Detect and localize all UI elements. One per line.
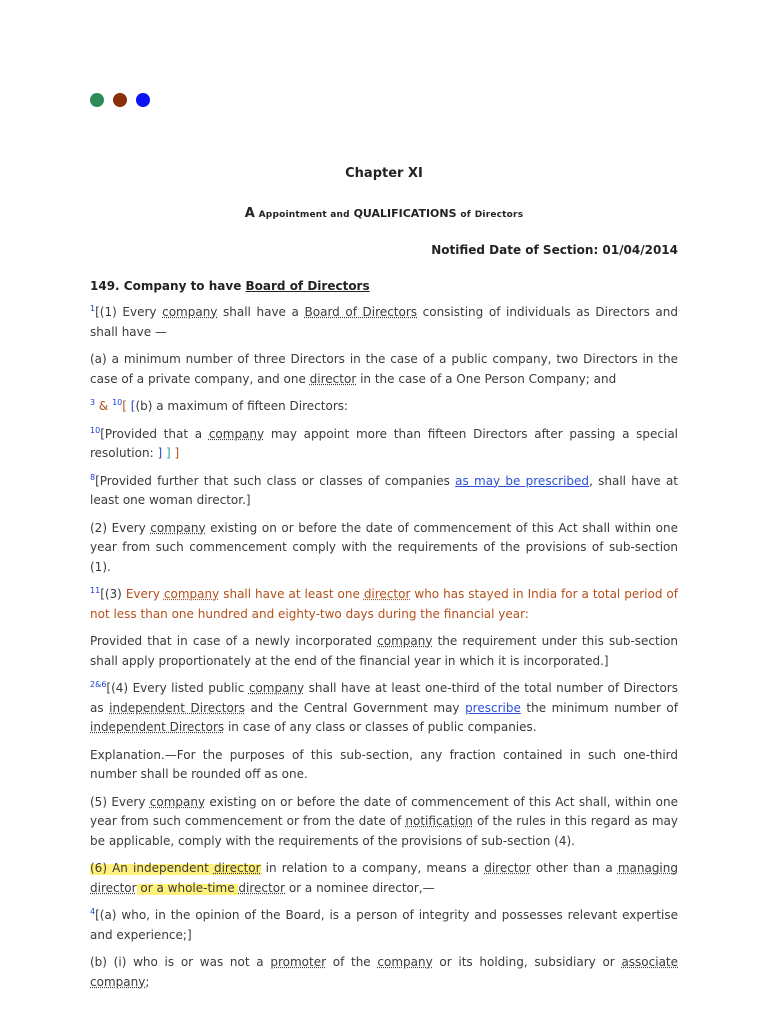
text: existing on or before the date of commencement of this Act shall within one year from such commencement comply with the requirements of the provisions of sub-section (1). xyxy=(90,520,678,574)
paragraph-6 xyxy=(90,519,678,578)
text: shall have a xyxy=(217,305,305,319)
subtitle-c: QUALIFICATIONS xyxy=(353,206,457,220)
text: of the rules in this regard as may be applicable, comply with the requirements of the provisions of sub-section (4). xyxy=(90,814,679,848)
blue-dot-icon xyxy=(136,93,150,107)
paragraph-4 xyxy=(90,425,678,464)
document-body xyxy=(90,164,678,1000)
term-link[interactable]: promoter xyxy=(270,955,327,969)
section-title xyxy=(90,277,678,297)
paragraph-8 xyxy=(90,632,678,671)
term-link[interactable]: managing director xyxy=(90,861,678,895)
term-link[interactable]: Board of Directors xyxy=(304,305,418,319)
text: [(4) Every listed public xyxy=(106,681,249,695)
text: other than a xyxy=(530,861,618,875)
text: shall have at least one-third of the total number of Directors as xyxy=(90,681,678,715)
paragraph-2 xyxy=(90,350,678,389)
paragraph-7 xyxy=(90,585,678,624)
text: (b) a maximum of fifteen Directors: xyxy=(135,399,349,413)
term-link[interactable]: director xyxy=(484,861,531,875)
text: [(a) who, in the opinion of the Board, is a person of integrity and possesses relevant expertise and experience;] xyxy=(90,908,678,942)
text: [Provided further that such class or classes of companies xyxy=(95,473,456,488)
text: (b) (i) who is or was not a xyxy=(90,955,271,969)
bracket: ] xyxy=(170,446,180,460)
ampersand: & xyxy=(95,399,113,413)
bracket: ] xyxy=(157,446,163,460)
paragraph-1 xyxy=(90,303,678,342)
text: (2) Every xyxy=(90,520,151,535)
term-link[interactable]: company xyxy=(208,426,265,441)
term-link[interactable]: company xyxy=(163,587,220,601)
term-link[interactable]: company xyxy=(150,520,206,535)
term-link[interactable]: independent Directors xyxy=(90,720,225,734)
window-dots xyxy=(90,93,150,107)
paragraph-13 xyxy=(90,906,678,945)
text: in case of any class or classes of public companies. xyxy=(224,720,537,734)
brown-dot-icon xyxy=(113,93,127,107)
text: ; xyxy=(145,974,150,989)
text: (a) a minimum number of three Directors in the case of a public company, two Directors in the case of a private company, and one xyxy=(90,352,678,386)
paragraph-10 xyxy=(90,746,678,785)
paragraph-12 xyxy=(90,859,678,898)
text: or its holding, subsidiary or xyxy=(432,955,622,969)
term-link[interactable]: director xyxy=(238,880,285,895)
term-link[interactable]: director xyxy=(213,861,261,875)
term-link[interactable]: company xyxy=(149,794,206,809)
footnote-ref[interactable]: 8 xyxy=(90,472,96,482)
bracket: [ xyxy=(122,399,131,413)
subtitle-b: Appointment and xyxy=(258,209,350,220)
text: who has stayed in India for a total period of not less than one hundred and eighty-two days during the financial year: xyxy=(90,587,678,621)
text: in the case of a One Person Company; and xyxy=(356,371,617,386)
text: (5) Every xyxy=(90,794,150,809)
paragraph-9 xyxy=(90,679,678,738)
text: Every xyxy=(125,587,164,601)
text: of the xyxy=(326,955,378,969)
term-link[interactable]: director xyxy=(309,371,357,386)
prescribe-link[interactable]: prescribe xyxy=(465,700,521,715)
text: the minimum number of xyxy=(520,700,678,715)
green-dot-icon xyxy=(90,93,104,107)
text: consisting of individuals as Directors and shall have — xyxy=(90,305,679,339)
text: [Provided that a xyxy=(100,426,209,441)
term-link[interactable]: company xyxy=(377,955,433,969)
section-number: 149. Company to have xyxy=(90,278,246,293)
highlighted-text: or a whole-time xyxy=(136,880,239,895)
paragraph-14 xyxy=(90,953,678,992)
footnote-ref[interactable]: 1 xyxy=(90,304,96,313)
text: , shall have at least one woman director.] xyxy=(90,473,679,507)
prescribed-link[interactable]: as may be prescribed xyxy=(455,473,590,488)
footnote-ref[interactable]: 10 xyxy=(112,398,123,407)
text: [(3) xyxy=(100,587,126,601)
term-link[interactable]: company xyxy=(377,634,433,648)
highlighted-text: (6) An independent xyxy=(90,861,214,875)
chapter-subtitle xyxy=(90,204,678,226)
text: Explanation.—For the purposes of this sub-section, any fraction contained in such one-third number shall be rounded off as one. xyxy=(90,747,678,781)
footnote-ref[interactable]: 11 xyxy=(90,586,101,595)
text: shall have at least one xyxy=(219,587,364,601)
bracket: ] xyxy=(162,446,171,460)
subtitle-e: Directors xyxy=(474,209,524,220)
footnote-ref[interactable]: 2&6 xyxy=(90,680,107,689)
text: may appoint more than fifteen Directors after passing a special resolution: xyxy=(90,426,679,460)
paragraph-5 xyxy=(90,472,678,511)
paragraph-11 xyxy=(90,793,678,852)
subtitle-d: of xyxy=(460,209,471,220)
term-link[interactable]: independent Directors xyxy=(109,700,245,715)
term-link[interactable]: company xyxy=(162,305,218,319)
term-link[interactable]: company xyxy=(248,681,305,695)
subtitle-a: A xyxy=(244,205,255,221)
text: and the Central Government may xyxy=(244,700,466,715)
text: [(1) Every xyxy=(95,305,163,319)
chapter-title: Chapter XI xyxy=(345,166,423,181)
paragraph-3 xyxy=(90,397,678,417)
term-link[interactable]: director xyxy=(363,587,411,601)
footnote-ref[interactable]: 4 xyxy=(90,907,96,916)
text: Provided that in case of a newly incorporated xyxy=(90,634,378,648)
notified-date: Notified Date of Section: 01/04/2014 xyxy=(431,243,678,257)
text: the requirement under this sub-section shall apply proportionately at the end of the financial year in which it is incorporated.] xyxy=(90,634,679,668)
text: existing on or before the date of commencement of this Act shall, within one year from such commencement or from the date of xyxy=(90,794,678,828)
bracket: [ xyxy=(130,399,136,413)
board-of-directors-link[interactable]: Board of Directors xyxy=(245,278,370,293)
term-link[interactable]: associate company xyxy=(90,955,679,989)
footnote-ref[interactable]: 10 xyxy=(90,425,101,435)
term-link[interactable]: notification xyxy=(405,814,473,828)
text: or a nominee director,— xyxy=(285,880,435,895)
text: in relation to a company, means a xyxy=(260,861,485,875)
footnote-ref[interactable]: 3 xyxy=(90,398,96,407)
